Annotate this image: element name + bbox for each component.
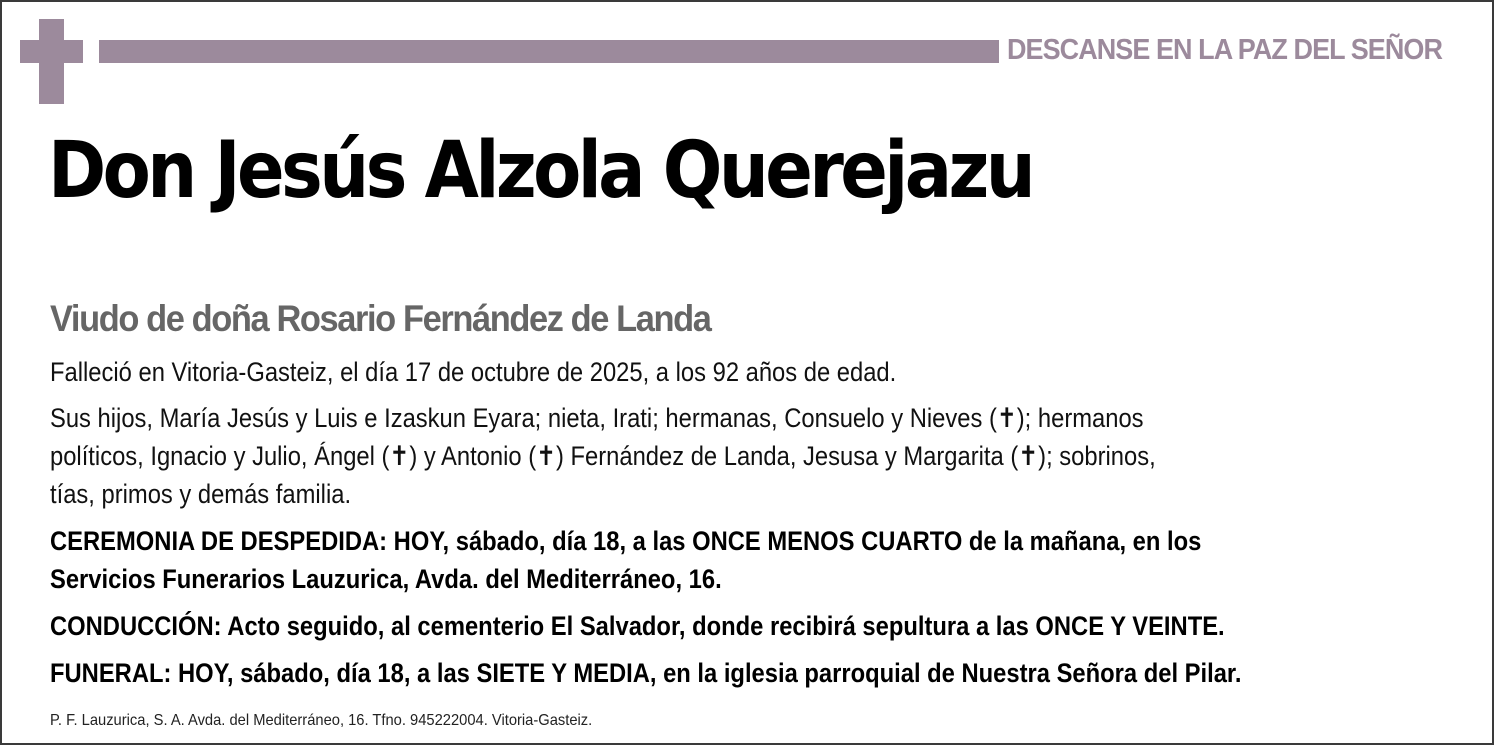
header-rule [99, 40, 999, 63]
header-tagline: DESCANSE EN LA PAZ DEL SEÑOR [1007, 34, 1443, 66]
widow-line: Viudo de doña Rosario Fernández de Landa [50, 298, 711, 339]
funeral-home-footer: P. F. Lauzurica, S. A. Avda. del Mediterráneo, 16. Tfno. 945222004. Vitoria-Gasteiz. [50, 712, 593, 729]
funeral-line: FUNERAL: HOY, sábado, día 18, a las SIETE Y MEDIA, en la iglesia parroquial de Nuestra Señora del Pilar. [50, 658, 1242, 688]
family-line-1: Sus hijos, María Jesús y Luis e Izaskun Eyara; nieta, Irati; hermanas, Consuelo y Nieves (✝); hermanos [50, 403, 1144, 433]
ceremony-line-1: CEREMONIA DE DESPEDIDA: HOY, sábado, día 18, a las ONCE MENOS CUARTO de la mañana, en los [50, 526, 1202, 556]
family-line-2: políticos, Ignacio y Julio, Ángel (✝) y Antonio (✝) Fernández de Landa, Jesusa y Margarita (✝); sobrinos, [50, 441, 1156, 471]
family-line-3: tías, primos y demás familia. [50, 479, 352, 509]
conduction-line: CONDUCCIÓN: Acto seguido, al cementerio El Salvador, donde recibirá sepultura a las ONCE Y VEINTE. [50, 611, 1225, 641]
ceremony-line-2: Servicios Funerarios Lauzurica, Avda. del Mediterráneo, 16. [50, 564, 722, 594]
cross-icon-horizontal [20, 40, 83, 63]
deceased-name: Don Jesús Alzola Querejazu [48, 126, 1033, 216]
death-line: Falleció en Vitoria-Gasteiz, el día 17 de octubre de 2025, a los 92 años de edad. [50, 357, 897, 387]
